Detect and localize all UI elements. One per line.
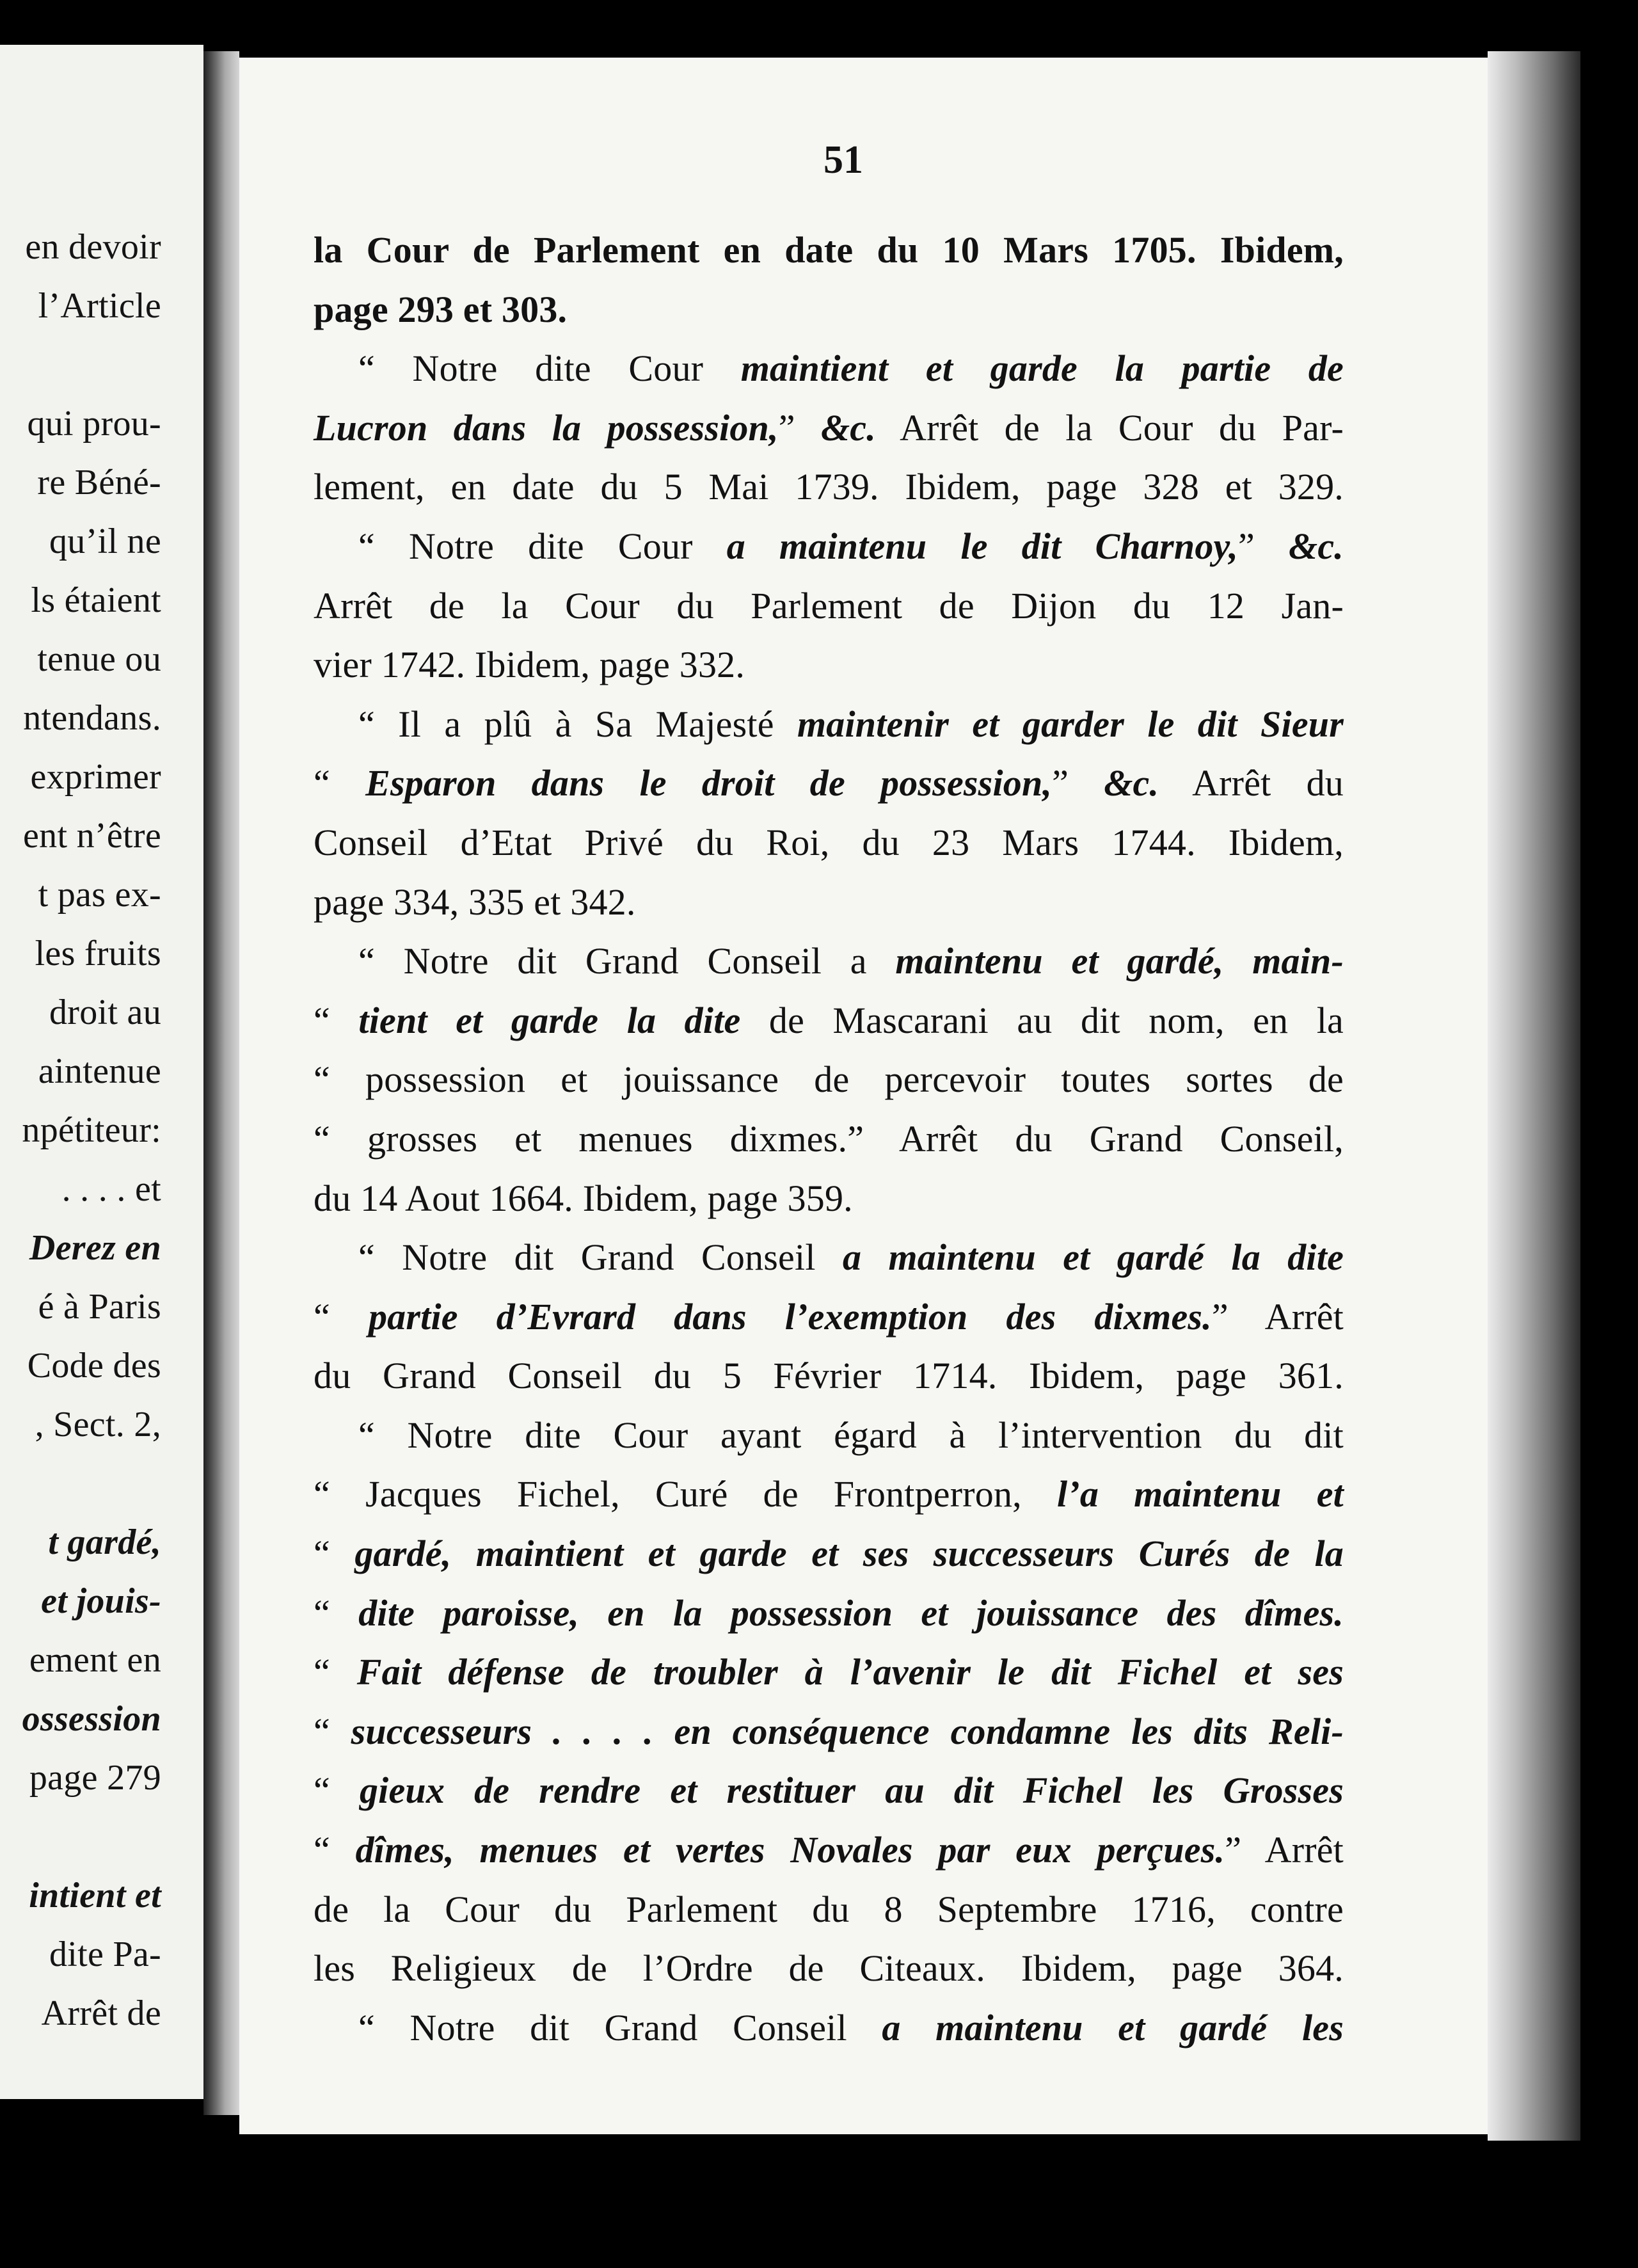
text-segment: “	[314, 1651, 357, 1693]
left-page-line: qui prou-	[27, 404, 161, 443]
text-segment: la Cour de Parlement en date du 10 Mars 1705. Ibidem,	[314, 229, 1344, 271]
left-page-line: Arrêt de	[41, 1993, 161, 2033]
italic-segment: a maintenu et gardé la dite	[842, 1236, 1344, 1279]
italic-segment: maintient et garde la partie de	[740, 347, 1344, 390]
text-line	[314, 458, 1344, 517]
text-segment: vier 1742. Ibidem, page 332.	[314, 644, 745, 686]
text-line	[314, 1999, 1344, 2058]
italic-segment: gardé, maintient et garde et ses successeurs Curés de la	[354, 1533, 1344, 1575]
text-segment: page 293 et 303.	[314, 288, 568, 330]
left-page-line: page 279	[29, 1758, 161, 1798]
italic-segment: partie d’Evrard dans l’exemption des dixmes.	[368, 1295, 1212, 1338]
italic-segment: tient et garde la dite	[358, 999, 741, 1041]
left-page-line: re Béné-	[37, 463, 161, 502]
text-line	[314, 1110, 1344, 1169]
left-page-line: intient et	[29, 1876, 161, 1915]
text-segment: “ Notre dit Grand Conseil a	[358, 940, 896, 982]
italic-segment: a maintenu le dit Charnoy,	[726, 525, 1239, 567]
text-segment: Arrêt de la Cour du Parlement de Dijon du 12 Jan-	[314, 584, 1344, 627]
text-line	[314, 1880, 1344, 1940]
text-line	[314, 1169, 1344, 1229]
text-line	[314, 1288, 1344, 1347]
text-line	[314, 813, 1344, 873]
left-page-line: Code des	[27, 1346, 161, 1386]
italic-segment: successeurs . . . . en conséquence condamne les dits Reli-	[351, 1710, 1344, 1752]
italic-segment: maintenir et garder le dit Sieur	[797, 703, 1344, 745]
italic-segment: &c.	[1104, 762, 1159, 804]
text-line	[314, 1761, 1344, 1821]
text-segment: “	[314, 999, 359, 1041]
left-page-line: ntendans.	[23, 698, 161, 738]
left-page-line: ossession	[22, 1699, 161, 1739]
text-segment: “	[314, 1533, 355, 1575]
text-line	[314, 635, 1344, 695]
text-line	[314, 1643, 1344, 1702]
left-page-line: npétiteur:	[22, 1110, 161, 1150]
text-line	[314, 1346, 1344, 1406]
italic-segment: &c.	[1289, 525, 1344, 567]
italic-segment: dite paroisse, en la possession et jouissance des dîmes.	[358, 1592, 1344, 1634]
left-page-line: qu’il ne	[49, 522, 161, 561]
text-segment: lement, en date du 5 Mai 1739. Ibidem, page 328 et 329.	[314, 466, 1344, 508]
left-page-line: l’Article	[38, 286, 161, 326]
text-segment: “ Notre dite Cour	[358, 347, 741, 390]
text-line	[314, 1050, 1344, 1110]
left-page-line: t pas ex-	[38, 875, 161, 914]
page-number: 51	[823, 138, 863, 182]
text-line	[314, 754, 1344, 813]
text-line	[314, 280, 1344, 340]
left-page-line	[0, 335, 161, 394]
text-segment: “ Notre dit Grand Conseil	[358, 1236, 843, 1279]
page-edge-shadow	[1488, 51, 1580, 2141]
left-page-line: droit au	[49, 993, 161, 1032]
italic-segment: maintenu et gardé, main-	[895, 940, 1344, 982]
text-line	[314, 1821, 1344, 1880]
left-page-line: Derez en	[29, 1228, 161, 1268]
text-segment: du 14 Aout 1664. Ibidem, page 359.	[314, 1177, 853, 1219]
left-page-line: . . . . et	[61, 1169, 161, 1209]
text-line	[314, 932, 1344, 991]
text-segment: du Grand Conseil du 5 Février 1714. Ibidem, page 361.	[314, 1355, 1344, 1397]
left-page-line: et jouis-	[41, 1581, 161, 1621]
text-line	[314, 695, 1344, 755]
text-segment: les Religieux de l’Ordre de Citeaux. Ibidem, page 364.	[314, 1947, 1344, 1990]
text-segment: ”	[1238, 525, 1289, 567]
italic-segment: a maintenu et gardé les	[882, 2006, 1344, 2048]
left-page-line: ement en	[29, 1640, 161, 1680]
text-line	[314, 991, 1344, 1051]
left-page-line: , Sect. 2,	[35, 1405, 161, 1444]
text-segment: “	[314, 762, 366, 804]
text-segment: Arrêt de la Cour du Par-	[875, 406, 1344, 449]
text-segment: “ Notre dit Grand Conseil	[358, 2006, 882, 2048]
text-line	[314, 577, 1344, 636]
text-segment: page 334, 335 et 342.	[314, 881, 636, 923]
text-line	[314, 1702, 1344, 1762]
text-segment: “ Notre dite Cour ayant égard à l’intervention du dit	[358, 1414, 1344, 1456]
text-segment: “ possession et jouissance de percevoir toutes sortes de	[314, 1058, 1344, 1101]
text-line	[314, 339, 1344, 399]
left-page-line	[0, 1807, 161, 1866]
left-page-line: tenue ou	[37, 639, 161, 679]
text-segment: “	[314, 1592, 359, 1634]
text-segment: de la Cour du Parlement du 8 Septembre 1716, contre	[314, 1888, 1344, 1930]
text-line	[314, 1584, 1344, 1643]
left-page-text	[0, 218, 161, 2043]
left-page-line: aintenue	[38, 1051, 161, 1091]
text-segment: “	[314, 1295, 369, 1338]
italic-segment: Esparon dans le droit de possession,	[365, 762, 1053, 804]
text-segment: “	[314, 1710, 351, 1752]
italic-segment: Lucron dans la possession,	[314, 406, 779, 449]
text-line	[314, 517, 1344, 577]
left-page-line: é à Paris	[38, 1287, 161, 1327]
text-line	[314, 1228, 1344, 1288]
text-segment: “ Notre dite Cour	[358, 525, 727, 567]
italic-segment: dîmes, menues et vertes Novales par eux perçues.	[355, 1829, 1225, 1871]
left-page-line: dite Pa-	[49, 1935, 161, 1974]
left-page-line	[0, 1454, 161, 1513]
text-segment: ” Arrêt	[1225, 1829, 1344, 1871]
left-page-line: t gardé,	[48, 1522, 161, 1562]
italic-segment: Fait défense de troubler à l’avenir le dit Fichel et ses	[356, 1651, 1344, 1693]
italic-segment: gieux de rendre et restituer au dit Fichel les Grosses	[359, 1769, 1344, 1812]
text-line	[314, 1939, 1344, 1999]
text-segment: ” Arrêt	[1211, 1295, 1344, 1338]
text-segment: ”	[1052, 762, 1104, 804]
left-page-line: ls étaient	[31, 580, 161, 620]
text-segment: de Mascarani au dit nom, en la	[740, 999, 1344, 1041]
italic-segment: &c.	[820, 406, 876, 449]
text-segment: “ Jacques Fichel, Curé de Frontperron,	[314, 1473, 1057, 1515]
text-segment: “	[314, 1769, 360, 1812]
text-segment: Arrêt du	[1159, 762, 1344, 804]
text-line	[314, 221, 1344, 280]
text-line	[314, 399, 1344, 458]
left-page-line: les fruits	[35, 934, 161, 973]
text-segment: “ Il a plû à Sa Majesté	[358, 703, 797, 745]
text-segment: “	[314, 1829, 356, 1871]
left-page-line: exprimer	[30, 757, 161, 797]
left-page-line: ent n’être	[23, 816, 161, 856]
text-segment: “ grosses et menues dixmes.” Arrêt du Grand Conseil,	[314, 1117, 1344, 1160]
text-line	[314, 1524, 1344, 1584]
text-segment: ”	[778, 406, 821, 449]
binding-gutter	[203, 51, 239, 2115]
left-page-line: en devoir	[25, 227, 161, 267]
page-body-text	[314, 221, 1344, 2057]
text-line	[314, 1406, 1344, 1465]
text-line	[314, 1465, 1344, 1524]
text-line	[314, 873, 1344, 932]
left-facing-page	[0, 45, 203, 2099]
text-segment: Conseil d’Etat Privé du Roi, du 23 Mars 1744. Ibidem,	[314, 821, 1344, 863]
italic-segment: l’a maintenu et	[1057, 1473, 1344, 1515]
